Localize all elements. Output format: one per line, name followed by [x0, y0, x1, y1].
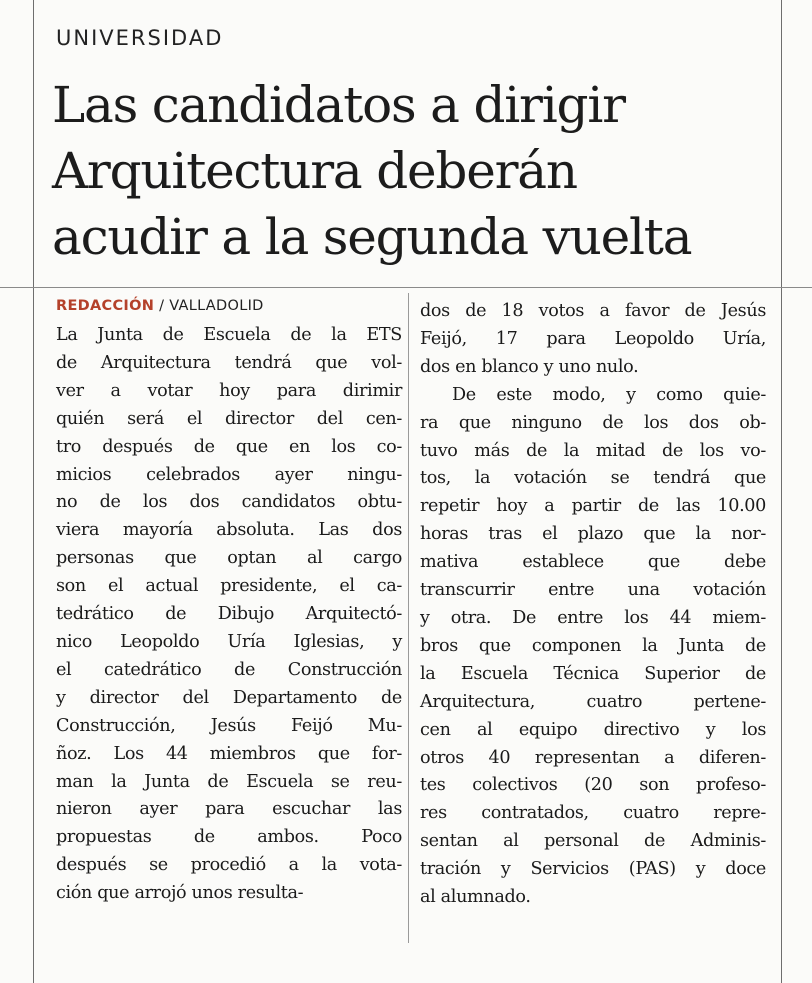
- body-line: y otra. De entre los 44 miem-: [420, 607, 766, 628]
- body-line: quién será el director del cen-: [56, 408, 402, 429]
- body-line: repetir hoy a partir de las 10.00: [420, 496, 766, 517]
- body-line: Construcción, Jesús Feijó Mu-: [56, 715, 402, 736]
- body-line: son el actual presidente, el ca-: [56, 576, 402, 597]
- body-line: dos en blanco y uno nulo.: [420, 356, 639, 377]
- body-line: nieron ayer para escuchar las: [56, 799, 402, 820]
- body-line: cen al equipo directivo y los: [420, 719, 766, 740]
- body-line: transcurrir entre una votación: [420, 580, 766, 601]
- body-line: ra que ninguno de los dos ob-: [420, 412, 766, 433]
- byline: [56, 296, 402, 316]
- byline-org: REDACCIÓN: [56, 298, 155, 314]
- body-line: De este modo, y como quie-: [452, 384, 766, 405]
- body-line: personas que optan al cargo: [56, 548, 402, 569]
- body-line: La Junta de Escuela de la ETS: [56, 325, 402, 345]
- body-line: después se procedió a la vota-: [56, 855, 402, 876]
- left-border-rule: [33, 0, 34, 983]
- body-line: Feijó, 17 para Leopoldo Uría,: [420, 328, 766, 349]
- body-line: horas tras el plazo que la nor-: [420, 524, 766, 545]
- body-line: Arquitectura, cuatro pertene-: [420, 691, 766, 712]
- body-line: tos, la votación se tendrá que: [420, 468, 766, 489]
- column-divider: [408, 293, 409, 943]
- article-column-right: [420, 298, 766, 912]
- body-line: res contratados, cuatro repre-: [420, 803, 766, 824]
- body-line: micios celebrados ayer ningu-: [56, 464, 402, 485]
- body-line: ción que arrojó unos resulta-: [56, 883, 304, 904]
- article-column-left: [56, 296, 402, 908]
- body-line: dos de 18 votos a favor de Jesús: [420, 301, 766, 321]
- headline: Las candidatos a dirigir Arquitectura deberán acudir a la segunda vuelta: [52, 76, 692, 266]
- body-line: ñoz. Los 44 miembros que for-: [56, 743, 402, 764]
- body-line: nico Leopoldo Uría Iglesias, y: [56, 631, 402, 652]
- body-line: tes colectivos (20 son profeso-: [420, 775, 766, 796]
- body-line: sentan al personal de Adminis-: [420, 831, 766, 852]
- right-body-text: [420, 298, 766, 912]
- body-line: tuvo más de la mitad de los vo-: [420, 440, 766, 461]
- body-line: el catedrático de Construcción: [56, 659, 402, 680]
- body-line: mativa establece que debe: [420, 552, 766, 573]
- body-line: tración y Servicios (PAS) y doce: [420, 859, 766, 880]
- body-line: y director del Departamento de: [56, 687, 402, 708]
- body-line: de Arquitectura tendrá que vol-: [56, 352, 402, 373]
- left-body-text: [56, 322, 402, 908]
- headline-divider: [0, 287, 812, 288]
- body-line: al alumnado.: [420, 887, 531, 908]
- body-line: ver a votar hoy para dirimir: [56, 380, 402, 401]
- body-line: tro después de que en los co-: [56, 436, 402, 457]
- body-line: viera mayoría absoluta. Las dos: [56, 520, 402, 541]
- byline-place: VALLADOLID: [169, 298, 264, 314]
- body-line: propuestas de ambos. Poco: [56, 827, 402, 848]
- section-label: UNIVERSIDAD: [56, 26, 224, 50]
- body-line: otros 40 representan a diferen-: [420, 747, 766, 768]
- body-line: la Escuela Técnica Superior de: [420, 663, 766, 684]
- body-line: no de los dos candidatos obtu-: [56, 492, 402, 513]
- byline-separator: /: [159, 298, 165, 314]
- body-line: tedrático de Dibujo Arquitectó-: [56, 604, 402, 625]
- body-line: bros que componen la Junta de: [420, 635, 766, 656]
- body-line: man la Junta de Escuela se reu-: [56, 771, 402, 792]
